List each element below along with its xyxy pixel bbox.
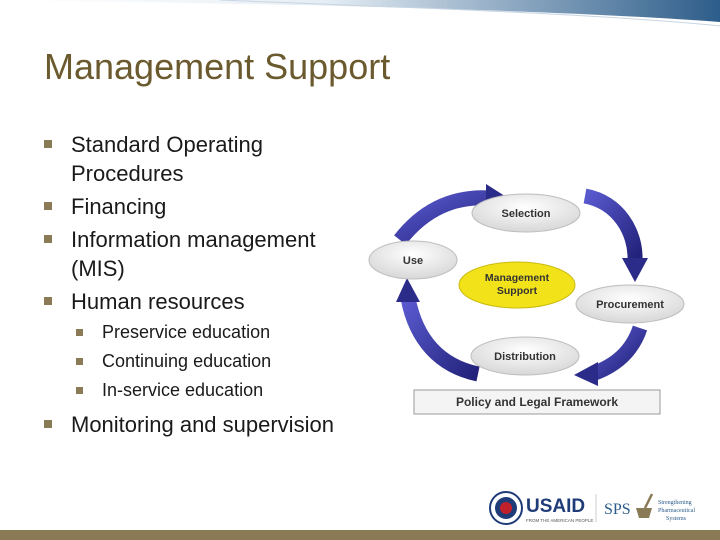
sub-bullet-text: Preservice education — [102, 322, 271, 342]
usaid-tagline: FROM THE AMERICAN PEOPLE — [526, 518, 594, 523]
arrowhead-procurement — [622, 258, 648, 282]
bullet-text: Human resources — [71, 289, 245, 314]
bullet-list — [44, 130, 374, 443]
node-selection — [472, 194, 580, 232]
pharmaceutical-management-cycle-diagram — [360, 180, 690, 420]
usaid-wordmark: USAID — [526, 496, 586, 517]
node-use-label: Use — [402, 255, 424, 267]
sub-bullet-list — [76, 320, 374, 402]
footer-band — [0, 530, 720, 540]
center-label-line1: Management — [484, 272, 550, 284]
square-bullet-icon — [44, 140, 52, 148]
sps-wordmark: SPS — [604, 501, 631, 518]
node-use — [369, 241, 457, 279]
bullet-text: Standard Operating Procedures — [71, 132, 264, 186]
bullet-text: Financing — [71, 194, 167, 219]
arrow-distribution-to-use — [408, 298, 478, 374]
sps-line-2: Pharmaceutical — [658, 508, 695, 514]
bullet-text: Information management (MIS) — [71, 227, 316, 281]
sps-line-1: Strengthening — [658, 500, 692, 506]
arrowhead-use — [396, 278, 420, 302]
mortar-pestle-icon — [636, 494, 652, 518]
bullet-item — [44, 287, 374, 316]
arrow-procurement-to-distribution — [592, 328, 640, 374]
sub-bullet-item — [76, 320, 374, 344]
sub-bullet-item — [76, 349, 374, 373]
node-procurement-label: Procurement — [596, 299, 664, 311]
node-distribution-label: Distribution — [494, 351, 556, 363]
square-bullet-icon — [76, 329, 83, 336]
policy-framework-label: Policy and Legal Framework — [455, 395, 619, 409]
bullet-item — [44, 130, 374, 188]
bullet-item — [44, 225, 374, 283]
node-management-support — [459, 262, 575, 308]
sub-bullet-text: Continuing education — [102, 351, 272, 371]
bullet-text: Monitoring and supervision — [71, 412, 334, 437]
square-bullet-icon — [44, 297, 52, 305]
bullet-item — [44, 192, 374, 221]
node-selection-label: Selection — [501, 208, 551, 220]
square-bullet-icon — [44, 235, 52, 243]
square-bullet-icon — [76, 387, 83, 394]
usaid-seal-icon — [490, 492, 522, 524]
sps-line-3: Systems — [666, 516, 687, 522]
arrowhead-distribution — [574, 362, 598, 386]
slide-title: Management Support — [44, 46, 391, 87]
bullet-item — [44, 410, 374, 439]
sub-bullet-text: In-service education — [102, 380, 264, 400]
center-label-line2: Support — [496, 285, 538, 297]
node-procurement — [576, 285, 684, 323]
square-bullet-icon — [76, 358, 83, 365]
sponsor-logos — [488, 488, 720, 528]
square-bullet-icon — [44, 202, 52, 210]
arrow-selection-to-procurement — [585, 196, 635, 260]
policy-framework-box — [414, 390, 660, 414]
top-decorative-band — [0, 0, 720, 34]
square-bullet-icon — [44, 420, 52, 428]
sub-bullet-item — [76, 378, 374, 402]
node-distribution — [471, 337, 579, 375]
